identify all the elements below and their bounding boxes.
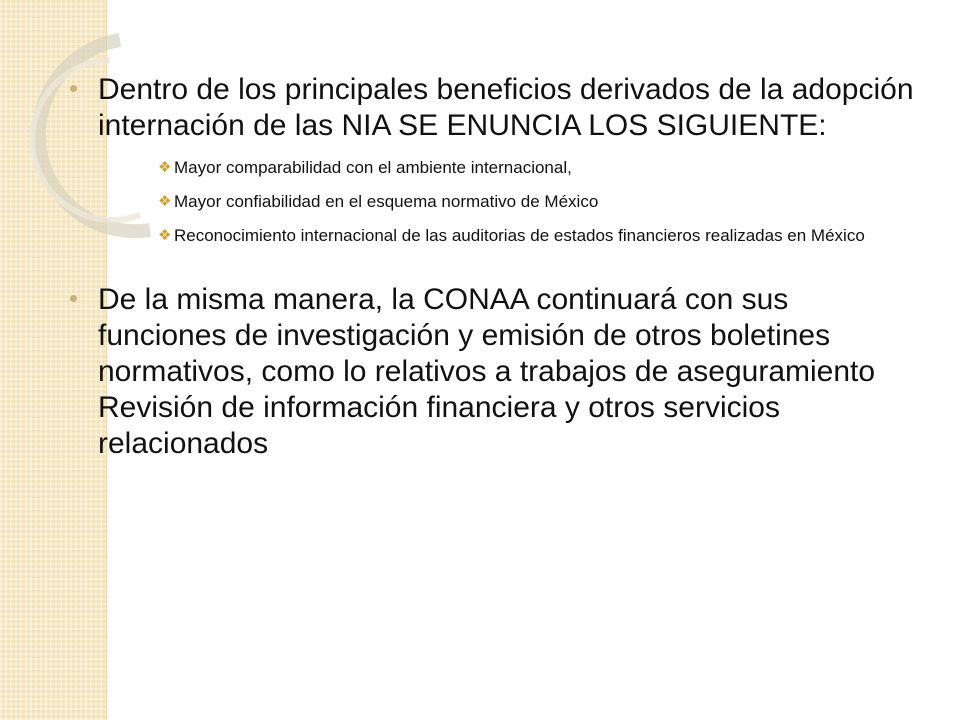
slide-content bbox=[60, 72, 920, 462]
bullet-item-conaa bbox=[60, 282, 920, 462]
bullet-text: Dentro de los principales beneficios derivados de la adopción internación de las NIA SE ENUNCIA LOS SIGUIENTE: bbox=[98, 73, 914, 142]
bullet-item-benefits bbox=[60, 72, 920, 144]
benefits-sub-list bbox=[158, 158, 918, 246]
sub-item bbox=[158, 158, 918, 178]
sub-item-text: Reconocimiento internacional de las auditorias de estados financieros realizadas en México bbox=[174, 226, 865, 245]
sub-item bbox=[158, 192, 918, 212]
diamond-bullet-icon: ❖ bbox=[158, 193, 172, 210]
diamond-bullet-icon: ❖ bbox=[158, 159, 172, 176]
sub-item bbox=[158, 226, 918, 246]
sub-item-text: Mayor confiabilidad en el esquema normativo de México bbox=[174, 192, 599, 211]
bullet-text: De la misma manera, la CONAA continuará con sus funciones de investigación y emisión de otros boletines normativos, como lo relativos a trabajos de aseguramiento Revisión de información financiera y otros servicios relacionados bbox=[98, 283, 876, 460]
bullet-dot-icon bbox=[70, 85, 77, 92]
spacer bbox=[60, 260, 920, 282]
sub-item-text: Mayor comparabilidad con el ambiente internacional, bbox=[174, 158, 572, 177]
diamond-bullet-icon: ❖ bbox=[158, 227, 172, 244]
bullet-dot-icon bbox=[70, 295, 77, 302]
